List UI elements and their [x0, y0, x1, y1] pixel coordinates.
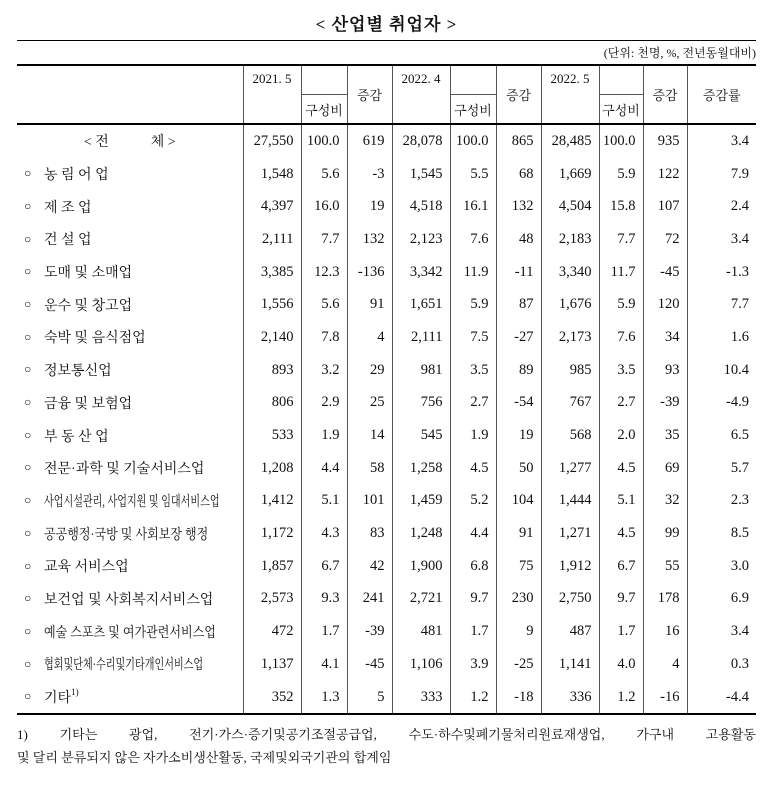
- table-cell: 5.7: [687, 452, 756, 485]
- table-cell: 1.7: [599, 615, 643, 648]
- table-cell: 1,651: [392, 288, 450, 321]
- table-cell: 865: [496, 124, 541, 158]
- change-header-3: 증감: [643, 65, 687, 124]
- row-label: 기타: [44, 691, 72, 707]
- table-cell: 1,258: [392, 452, 450, 485]
- row-label-cell: [17, 583, 243, 616]
- table-cell: 1,277: [541, 452, 599, 485]
- footnote: [17, 724, 756, 770]
- table-cell: 19: [347, 190, 392, 223]
- table-cell: 1,137: [243, 648, 301, 681]
- row-label-cell: [17, 158, 243, 191]
- table-cell: 1,548: [243, 158, 301, 191]
- table-cell: -27: [496, 321, 541, 354]
- table-cell: 4,397: [243, 190, 301, 223]
- footnote-ref: 1): [71, 686, 79, 697]
- row-label-cell: [17, 354, 243, 387]
- table-cell: 83: [347, 517, 392, 550]
- table-row: [17, 452, 756, 485]
- table-cell: 4: [347, 321, 392, 354]
- table-cell: 2,573: [243, 583, 301, 616]
- row-label-cell: [17, 452, 243, 485]
- table-cell: 1,459: [392, 485, 450, 518]
- table-row: [17, 256, 756, 289]
- table-cell: 25: [347, 387, 392, 420]
- table-cell: 1,172: [243, 517, 301, 550]
- row-label-cell: [17, 223, 243, 256]
- row-label-cell: [17, 288, 243, 321]
- table-row: [17, 583, 756, 616]
- table-row: [17, 648, 756, 681]
- row-bullet-icon: ○: [24, 166, 32, 181]
- period-header-2022-5: 2022. 5: [541, 65, 599, 124]
- table-cell: 4.1: [301, 648, 347, 681]
- table-cell: -1.3: [687, 256, 756, 289]
- table-cell: 935: [643, 124, 687, 158]
- table-cell: 3.5: [450, 354, 496, 387]
- table-cell: 68: [496, 158, 541, 191]
- table-cell: 3,340: [541, 256, 599, 289]
- table-cell: 2.3: [687, 485, 756, 518]
- table-cell: 4.0: [599, 648, 643, 681]
- table-cell: 619: [347, 124, 392, 158]
- table-cell: 69: [643, 452, 687, 485]
- row-label: 금융 및 보험업: [44, 396, 133, 412]
- table-cell: -18: [496, 681, 541, 715]
- table-cell: 9.3: [301, 583, 347, 616]
- table-cell: 5.9: [450, 288, 496, 321]
- table-cell: 4,504: [541, 190, 599, 223]
- table-cell: 75: [496, 550, 541, 583]
- row-bullet-icon: ○: [24, 362, 32, 377]
- table-row: [17, 387, 756, 420]
- table-cell: 1,248: [392, 517, 450, 550]
- table-cell: 6.9: [687, 583, 756, 616]
- row-bullet-icon: ○: [24, 689, 32, 704]
- table-cell: 1,208: [243, 452, 301, 485]
- table-cell: 4.4: [301, 452, 347, 485]
- title-divider: [17, 40, 756, 41]
- row-label: 운수 및 창고업: [44, 298, 133, 314]
- row-bullet-icon: ○: [24, 460, 32, 475]
- table-cell: 100.0: [599, 124, 643, 158]
- table-cell: 3.0: [687, 550, 756, 583]
- table-cell: 2,111: [392, 321, 450, 354]
- change-header-2: 증감: [496, 65, 541, 124]
- row-label: 전문·과학 및 기술서비스업: [44, 462, 205, 478]
- composition-spacer-1: [301, 65, 347, 95]
- table-cell: 1,106: [392, 648, 450, 681]
- table-cell: 32: [643, 485, 687, 518]
- table-cell: 10.4: [687, 354, 756, 387]
- row-bullet-icon: ○: [24, 395, 32, 410]
- table-cell: -3: [347, 158, 392, 191]
- table-cell: 2.9: [301, 387, 347, 420]
- row-label: 부 동 산 업: [44, 429, 109, 445]
- table-cell: 2,750: [541, 583, 599, 616]
- table-cell: 0.3: [687, 648, 756, 681]
- table-cell: 6.5: [687, 419, 756, 452]
- table-cell: -4.4: [687, 681, 756, 715]
- table-cell: 48: [496, 223, 541, 256]
- table-cell: 2.0: [599, 419, 643, 452]
- table-cell: 481: [392, 615, 450, 648]
- employment-by-industry-table: [17, 64, 756, 715]
- row-label: 협회및단체·수리및기타개인서비스업: [44, 658, 204, 674]
- row-bullet-icon: ○: [24, 493, 32, 508]
- table-header: [17, 65, 756, 124]
- table-cell: 11.7: [599, 256, 643, 289]
- row-bullet-icon: ○: [24, 427, 32, 442]
- table-cell: 1.7: [301, 615, 347, 648]
- table-cell: -4.9: [687, 387, 756, 420]
- table-cell: 5.1: [599, 485, 643, 518]
- table-cell: 7.7: [301, 223, 347, 256]
- table-cell: 985: [541, 354, 599, 387]
- table-cell: 4.5: [599, 517, 643, 550]
- table-cell: 487: [541, 615, 599, 648]
- table-cell: 6.7: [599, 550, 643, 583]
- row-label: 제 조 업: [44, 200, 92, 216]
- table-cell: 91: [347, 288, 392, 321]
- table-cell: 4.5: [450, 452, 496, 485]
- table-cell: 3.4: [687, 124, 756, 158]
- table-cell: 1.6: [687, 321, 756, 354]
- table-cell: 12.3: [301, 256, 347, 289]
- row-label-cell: [17, 648, 243, 681]
- table-cell: 3,342: [392, 256, 450, 289]
- row-label-cell: [17, 681, 243, 715]
- row-label-cell: [17, 387, 243, 420]
- row-label: 도매 및 소매업: [44, 266, 133, 282]
- row-label-cell: [17, 550, 243, 583]
- table-cell: 87: [496, 288, 541, 321]
- row-label-cell: [17, 190, 243, 223]
- table-cell: 4: [643, 648, 687, 681]
- table-cell: 2,111: [243, 223, 301, 256]
- table-row: [17, 288, 756, 321]
- table-cell: 806: [243, 387, 301, 420]
- change-rate-header: 증감률: [687, 65, 756, 124]
- table-cell: 981: [392, 354, 450, 387]
- table-cell: -16: [643, 681, 687, 715]
- row-label-cell: [17, 517, 243, 550]
- table-cell: 241: [347, 583, 392, 616]
- row-bullet-icon: ○: [24, 623, 32, 638]
- row-bullet-icon: ○: [24, 329, 32, 344]
- row-label-cell: [17, 485, 243, 518]
- table-cell: 1.2: [599, 681, 643, 715]
- table-cell: 35: [643, 419, 687, 452]
- table-cell: 16.0: [301, 190, 347, 223]
- table-cell: 1,669: [541, 158, 599, 191]
- table-cell: 132: [347, 223, 392, 256]
- table-cell: 55: [643, 550, 687, 583]
- table-cell: 1,912: [541, 550, 599, 583]
- category-column-header: [17, 65, 243, 124]
- row-label: 교육 서비스업: [44, 560, 129, 576]
- table-row: [17, 550, 756, 583]
- table-cell: 1.9: [301, 419, 347, 452]
- table-row-total: [17, 124, 756, 158]
- table-cell: 1.7: [450, 615, 496, 648]
- table-cell: 5: [347, 681, 392, 715]
- row-label-cell: [17, 256, 243, 289]
- table-cell: 4,518: [392, 190, 450, 223]
- table-cell: 2.7: [450, 387, 496, 420]
- row-label: 예술 스포츠 및 여가관련서비스업: [44, 625, 216, 641]
- row-label-cell: [17, 419, 243, 452]
- header-row-1: [17, 65, 756, 95]
- footnote-line-2: 및 달리 분류되지 않은 자가소비생산활동, 국제및외국기관의 합계임: [17, 750, 392, 766]
- table-cell: 72: [643, 223, 687, 256]
- table-cell: 4.3: [301, 517, 347, 550]
- table-cell: 1.2: [450, 681, 496, 715]
- table-cell: 34: [643, 321, 687, 354]
- row-bullet-icon: ○: [24, 297, 32, 311]
- table-row: [17, 485, 756, 518]
- table-cell: 107: [643, 190, 687, 223]
- unit-note: (단위: 천명, %, 전년동월대비): [603, 46, 756, 60]
- table-cell: -11: [496, 256, 541, 289]
- table-cell: 333: [392, 681, 450, 715]
- row-label: 공공행정·국방 및 사회보장 행정: [44, 527, 209, 543]
- table-cell: 100.0: [450, 124, 496, 158]
- table-row: [17, 223, 756, 256]
- table-cell: 5.1: [301, 485, 347, 518]
- table-cell: 100.0: [301, 124, 347, 158]
- table-cell: -54: [496, 387, 541, 420]
- table-cell: 19: [496, 419, 541, 452]
- table-cell: 5.9: [599, 288, 643, 321]
- table-row: [17, 517, 756, 550]
- footnote-line-1: 1) 기타는 광업, 전기·가스·증기및공기조절공급업, 수도·하수및폐기물처리원료재생업, 가구내 고용활동: [17, 727, 756, 743]
- table-cell: 1,545: [392, 158, 450, 191]
- table-cell: 2,123: [392, 223, 450, 256]
- table-cell: 5.6: [301, 158, 347, 191]
- table-cell: 1.3: [301, 681, 347, 715]
- table-cell: 1,141: [541, 648, 599, 681]
- row-bullet-icon: ○: [24, 656, 32, 671]
- table-cell: 6.7: [301, 550, 347, 583]
- table-cell: 1,556: [243, 288, 301, 321]
- table-cell: 15.8: [599, 190, 643, 223]
- table-cell: 1,857: [243, 550, 301, 583]
- table-cell: 7.6: [450, 223, 496, 256]
- change-header-1: 증감: [347, 65, 392, 124]
- row-bullet-icon: ○: [24, 591, 32, 606]
- table-cell: 568: [541, 419, 599, 452]
- table-cell: 2,721: [392, 583, 450, 616]
- table-cell: 5.2: [450, 485, 496, 518]
- period-header-2022-4: 2022. 4: [392, 65, 450, 124]
- composition-spacer-3: [599, 65, 643, 95]
- table-cell: -45: [643, 256, 687, 289]
- table-cell: 8.5: [687, 517, 756, 550]
- row-bullet-icon: ○: [24, 198, 32, 213]
- table-cell: 2,140: [243, 321, 301, 354]
- table-cell: 893: [243, 354, 301, 387]
- table-body: [17, 124, 756, 714]
- row-bullet-icon: ○: [24, 558, 32, 573]
- table-cell: 93: [643, 354, 687, 387]
- table-cell: -39: [347, 615, 392, 648]
- table-cell: 104: [496, 485, 541, 518]
- table-row: [17, 321, 756, 354]
- table-cell: 28,485: [541, 124, 599, 158]
- row-label-cell: [17, 321, 243, 354]
- table-cell: 178: [643, 583, 687, 616]
- table-cell: 767: [541, 387, 599, 420]
- table-cell: 2,173: [541, 321, 599, 354]
- table-cell: -45: [347, 648, 392, 681]
- table-cell: 28,078: [392, 124, 450, 158]
- table-cell: 101: [347, 485, 392, 518]
- row-label: 농 림 어 업: [44, 168, 109, 184]
- table-cell: 545: [392, 419, 450, 452]
- table-cell: 1,900: [392, 550, 450, 583]
- row-label-cell: [17, 124, 243, 158]
- table-cell: 756: [392, 387, 450, 420]
- table-cell: 7.8: [301, 321, 347, 354]
- table-cell: 9: [496, 615, 541, 648]
- table-cell: 7.7: [599, 223, 643, 256]
- table-cell: 89: [496, 354, 541, 387]
- table-cell: 6.8: [450, 550, 496, 583]
- table-cell: 7.5: [450, 321, 496, 354]
- table-cell: 5.5: [450, 158, 496, 191]
- table-row: [17, 354, 756, 387]
- table-cell: 2.7: [599, 387, 643, 420]
- table-cell: 11.9: [450, 256, 496, 289]
- composition-header-2: 구성비: [450, 95, 496, 125]
- row-bullet-icon: ○: [24, 231, 32, 246]
- table-cell: -39: [643, 387, 687, 420]
- table-cell: 336: [541, 681, 599, 715]
- table-cell: 122: [643, 158, 687, 191]
- table-cell: 50: [496, 452, 541, 485]
- table-cell: 5.9: [599, 158, 643, 191]
- table-cell: -136: [347, 256, 392, 289]
- table-cell: 352: [243, 681, 301, 715]
- table-cell: 9.7: [450, 583, 496, 616]
- page-title: < 산업별 취업자 >: [315, 15, 458, 34]
- table-cell: 7.9: [687, 158, 756, 191]
- table-cell: 16.1: [450, 190, 496, 223]
- table-cell: 1,676: [541, 288, 599, 321]
- table-cell: 42: [347, 550, 392, 583]
- row-label-cell: [17, 615, 243, 648]
- period-header-2021-5: 2021. 5: [243, 65, 301, 124]
- table-cell: 4.4: [450, 517, 496, 550]
- row-label: 건 설 업: [44, 233, 92, 249]
- row-bullet-icon: ○: [24, 264, 32, 279]
- composition-header-1: 구성비: [301, 95, 347, 125]
- table-row: [17, 615, 756, 648]
- table-cell: 3,385: [243, 256, 301, 289]
- composition-header-3: 구성비: [599, 95, 643, 125]
- table-cell: 91: [496, 517, 541, 550]
- row-label: 숙박 및 음식점업: [44, 331, 146, 347]
- table-cell: 4.5: [599, 452, 643, 485]
- table-cell: 9.7: [599, 583, 643, 616]
- table-cell: 230: [496, 583, 541, 616]
- table-cell: 99: [643, 517, 687, 550]
- table-cell: 2,183: [541, 223, 599, 256]
- table-cell: 533: [243, 419, 301, 452]
- row-label: 사업시설관리, 사업지원 및 임대서비스업: [44, 494, 220, 510]
- row-label: < 전 체 >: [83, 135, 176, 151]
- table-cell: 7.7: [687, 288, 756, 321]
- table-cell: 14: [347, 419, 392, 452]
- row-bullet-icon: ○: [24, 525, 32, 540]
- table-cell: -25: [496, 648, 541, 681]
- table-cell: 3.4: [687, 223, 756, 256]
- table-cell: 3.4: [687, 615, 756, 648]
- table-cell: 120: [643, 288, 687, 321]
- table-cell: 3.2: [301, 354, 347, 387]
- table-cell: 1,271: [541, 517, 599, 550]
- table-cell: 7.6: [599, 321, 643, 354]
- table-cell: 2.4: [687, 190, 756, 223]
- table-cell: 58: [347, 452, 392, 485]
- table-row: [17, 158, 756, 191]
- table-cell: 5.6: [301, 288, 347, 321]
- table-row: [17, 190, 756, 223]
- table-cell: 1,412: [243, 485, 301, 518]
- table-cell: 16: [643, 615, 687, 648]
- row-label: 보건업 및 사회복지서비스업: [44, 592, 214, 608]
- table-cell: 1,444: [541, 485, 599, 518]
- table-cell: 3.9: [450, 648, 496, 681]
- table-row: [17, 419, 756, 452]
- table-cell: 27,550: [243, 124, 301, 158]
- table-row: [17, 681, 756, 715]
- table-cell: 472: [243, 615, 301, 648]
- row-label: 정보통신업: [44, 364, 112, 380]
- table-cell: 29: [347, 354, 392, 387]
- table-cell: 3.5: [599, 354, 643, 387]
- table-cell: 1.9: [450, 419, 496, 452]
- composition-spacer-2: [450, 65, 496, 95]
- table-cell: 132: [496, 190, 541, 223]
